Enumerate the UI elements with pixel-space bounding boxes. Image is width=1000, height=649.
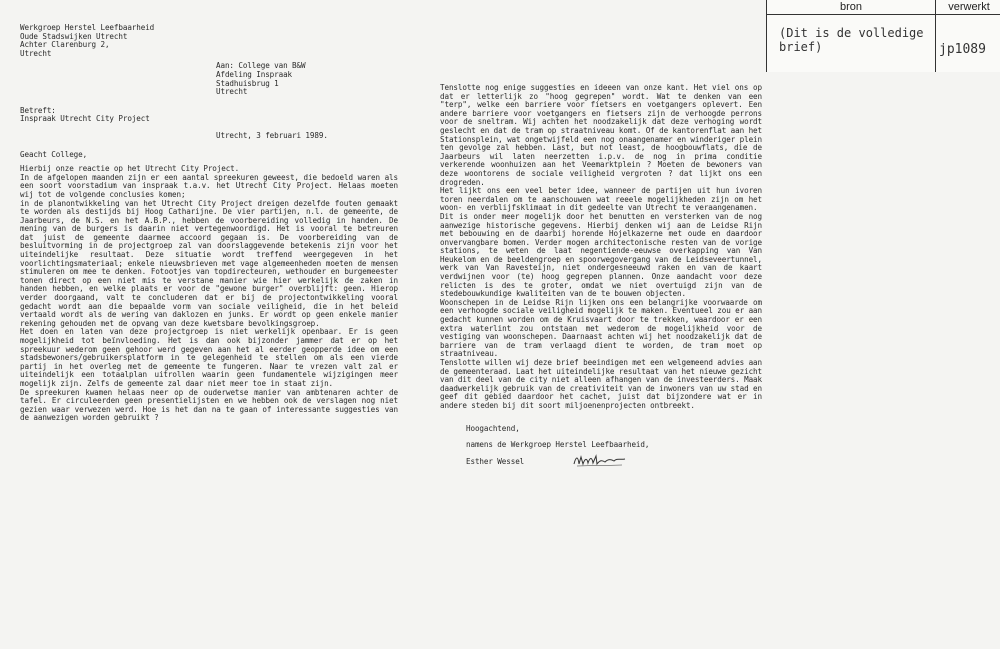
subject-label: Betreft: [20, 105, 56, 115]
subject-block [20, 107, 398, 124]
archive-stamp [766, 0, 1000, 72]
addressee-line: Utrecht [216, 87, 248, 97]
closing-block [466, 425, 762, 467]
letter-date: Utrecht, 3 februari 1989. [216, 130, 328, 140]
addressee-line: Aan: College van B&W [216, 61, 306, 71]
salutation: Geacht College, [20, 149, 88, 159]
sender-line: Oude Stadswijken Utrecht [20, 31, 128, 41]
body-paragraph: De spreekuren kwamen helaas neer op de ouderwetse manier van ambtenaren achter de tafel. Er circuleerden geen presentielijsten en we hebben ook de verslagen nog niet gezien waar verwezen werd. Hoe is het dan na te gaan of interessante suggesties van de aanwezigen worden gebruikt ? [20, 387, 398, 423]
body-paragraph: Het doen en laten van deze projectgroep is niet werkelijk openbaar. Er is geen mogelijkheid tot beïnvloeding. Het is dan ook bijzonder jammer dat er op het spreekuur wederom geen gehoor werd gegeven aan het al eerder geopperde idee om een stadsbewoners/gebruikersplatform in te gelegenheid te stellen om als een vierde partij in het overleg met de gemeente te fungeren. Naar te vrezen valt zal er uiteindelijk een totaalplan uitrollen waarin geen fundamentele wijzigingen meer mogelijk zijn. Zelfs de gemeente zal daar niet meer toe in staat zijn. [20, 327, 398, 388]
letter-left-column [20, 24, 398, 423]
addressee-address [216, 62, 398, 96]
stamp-note [779, 26, 924, 54]
signer-name: Esther Wessel [466, 456, 525, 466]
stamp-note-line-2: brief) [779, 40, 823, 54]
sender-line: Utrecht [20, 48, 52, 58]
body-paragraph: In de afgelopen maanden zijn er een aantal spreekuren geweest, die bedoeld waren als een soort voorstadium van inspraak t.a.v. het Utrecht City Project. Helaas moeten wij tot de volgende conclusies komen; [20, 172, 398, 199]
letter-right-column [440, 84, 762, 466]
sender-line: Werkgroep Herstel Leefbaarheid [20, 23, 155, 32]
sender-line: Achter Clarenburg 2, [20, 40, 110, 50]
addressee-line: Stadhuisbrug 1 [216, 78, 279, 88]
intro-line: Hierbij onze reactie op het Utrecht City Project. [20, 164, 240, 174]
subject-text: Inspraak Utrecht City Project [20, 114, 150, 124]
body-paragraph: in de planontwikkeling van het Utrecht City Project dreigen dezelfde fouten gemaakt te worden als destijds bij Hoog Catharijne. De vier partijen, n.l. de gemeente, de Jaarbeurs, de N.S. en het A.B.P., hebben de voorbereiding volledig in handen. De mening van de burgers is daarin niet vertegenwoordigd. Het is vooral te betreuren dat juist de gemeente daarmee accoord gegaan is. De voorbereiding van de besluitvorming in de projectgroep zal van doorslaggevende betekenis zijn voor het uiteindelijke resultaat. Deze situatie wordt treffend weergegeven in het voorlichtingsmateriaal; enkele nieuwsbrieven met vage algemeenheden moeten de mensen stimuleren om mee te denken. Fotootjes van topdirecteuren, wethouder en burgemeester tonen direct op een niet mis te verstane manier wie hier werkelijk de zaken in handen hebben, en welke plaats er voor de "gewone burger" overblijft: geen. Hierop verder doorgaand, valt te concluderen dat er bij de projectontwikkeling vooral gedacht wordt aan die bepaalde vorm van sociale veiligheid, die in het beleid vertaald wordt als de wering van daklozen en junks. Er wordt op geen enkele manier rekening gehouden met de opvang van deze kwetsbare bevolkingsgroep. [20, 198, 398, 328]
stamp-note-line-1: (Dit is de volledige [779, 26, 924, 40]
archive-code: jp1089 [939, 42, 986, 57]
handwritten-signature [572, 454, 628, 468]
body-paragraph: Tenslotte nog enige suggesties en ideeen van onze kant. Het viel ons op dat er letterlijk zo "hoog gegrepen" wordt. Wat te denken van een "terp", welke een barriere voor fietsers en voetgangers oplevert. Een andere barriere voor voetgangers en fietsers zijn de verhoogde perrons voor de sneltram. Wij achten het noodzakelijk dat deze verhoging wordt geslecht en dat de tram op straatniveau komt. Of de kantorenflat aan het Stationsplein, wat ongetwijfeld een nog onaangenamer en winderiger plein ten gevolge zal hebben. Last, but not least, de hoogbouwflats, die de Jaarbeurs wil laten neerzetten i.p.v. de nog in prima conditie verkerende woonhuizen aan het Veemarktplein ? Moeten de bewoners van deze woontorens de sociale veiligheid vergroten ? dat lijkt ons een drogreden. [440, 83, 762, 187]
verwerkt-header: verwerkt [935, 0, 1000, 15]
addressee-line: Afdeling Inspraak [216, 69, 293, 79]
body-paragraph: Tenslotte willen wij deze brief beeindigen met een welgemeend advies aan de gemeenteraad. Laat het uiteindelijke resultaat van het nieuwe gezicht van dit deel van de city niet alleen afhangen van de investeerders. Maak daadwerkelijk gebruik van de creativiteit van de inwoners van uw stad en geef dit gebied daardoor het cachet, juist dat bijzondere wat er in andere steden bij dit soort miljoenenprojecten ontbreekt. [440, 358, 762, 410]
stamp-divider [935, 14, 936, 72]
body-paragraph: Het lijkt ons een veel beter idee, wanneer de partijen uit hun ivoren toren neerdalen om te aanschouwen wat reeele mogelijkheden zijn om het woon- en verblijfsklimaat in dit gedeelte van Utrecht te veraangenamen. [440, 186, 762, 213]
body-paragraph: Woonschepen in de Leidse Rijn lijken ons een belangrijke voorwaarde om een verhoogde sociale veiligheid mogelijk te maken. Eventueel zou er aan gedacht kunnen worden om de Kruisvaart door te trekken, waardoor er een extra waterlint zou ontstaan met wederom de mogelijkheid voor de vestiging van woonschepen. Daarnaast achten wij het noodzakelijk dat de barriere van de tram verlaagd dient te worden, de tram moet op straatniveau. [440, 297, 762, 359]
closing-greeting: Hoogachtend, [466, 423, 520, 433]
sender-address [20, 24, 398, 58]
signer-row [466, 458, 762, 467]
body-paragraph: Dit is onder meer mogelijk door het benutten en versterken van de nog aanwezige historische gegevens. Hierbij denken wij aan de Leidse Rijn met bebouwing en de daarbij horende Hojelkazerne met oude en daardoor onvervangbare bomen. Verder mogen architectonische resten van de vorige stations, te weten de laat negentiende-eeuwse overkapping van Van Heukelom en de beeldengroep en spoorwegovergang van de Leidseveertunnel, werk van Van Ravesteijn, niet ondergesneeuwd raken en van de kaart verdwijnen voor (te) hoog gegrepen plannen. Onze aandacht voor deze relicten is des te groter, omdat we niet overtuigd zijn van de stedebouwkundige kwaliteiten van de te bouwen objecten. [440, 211, 762, 299]
bron-header: bron [767, 0, 935, 15]
signoff-line: namens de Werkgroep Herstel Leefbaarheid, [466, 440, 650, 450]
